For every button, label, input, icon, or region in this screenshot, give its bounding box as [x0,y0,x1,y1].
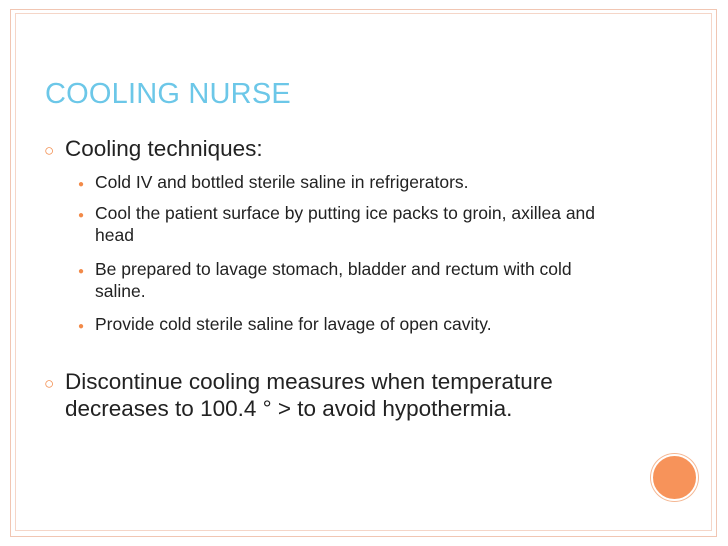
sub-bullet-item [78,313,638,335]
sub-bullet-item [78,202,638,246]
bullet-discontinue-cooling [44,368,634,428]
slide-title: COOLING NURSE [45,78,291,110]
sub-bullet-text: Be prepared to lavage stomach, bladder and rectum with cold saline. [95,259,572,301]
sub-bullet-item [78,258,638,302]
bullet-text: Discontinue cooling measures when temperature decreases to 100.4 ° > to avoid hypothermia. [65,369,553,421]
sub-bullet-text: Provide cold sterile saline for lavage of open cavity. [95,314,492,334]
bullet-marker-icon: ○ [44,374,55,393]
bullet-marker-icon: ● [78,321,85,332]
bullet-cooling-techniques [44,135,624,163]
bullet-marker-icon: ● [78,179,85,190]
sub-bullet-text: Cold IV and bottled sterile saline in refrigerators. [95,172,469,192]
bullet-marker-icon: ● [78,210,85,221]
bullet-marker-icon: ● [78,266,85,277]
sub-bullet-text: Cool the patient surface by putting ice packs to groin, axillea and head [95,203,596,245]
decorative-orange-circle [651,454,698,501]
sub-bullet-item [78,171,638,193]
bullet-marker-icon: ○ [44,141,55,160]
bullet-text: Cooling techniques: [65,136,263,161]
